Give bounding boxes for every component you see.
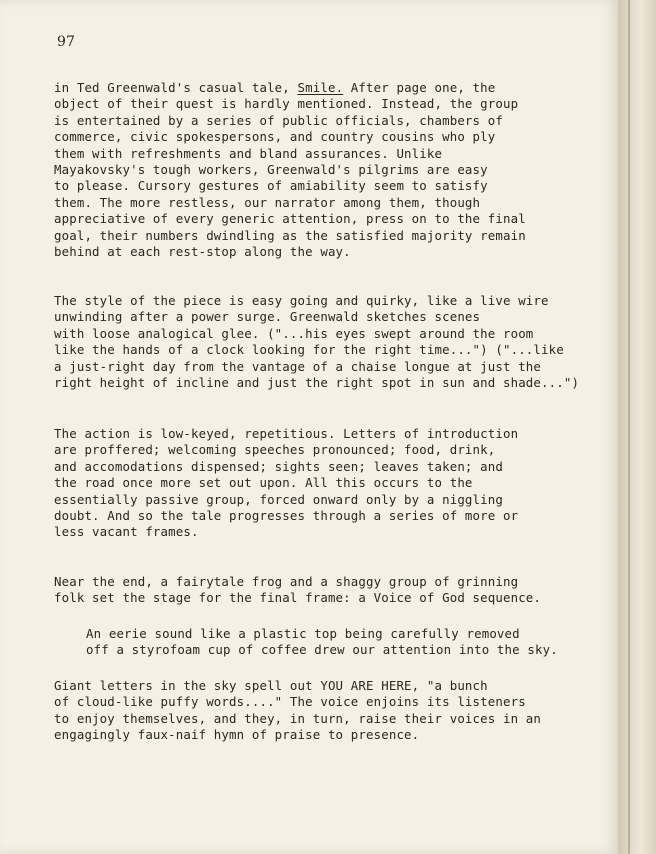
paragraph-3-line-4: the road once more set out upon. All this occurs to the bbox=[54, 475, 473, 491]
paragraph-1-line-11: behind at each rest-stop along the way. bbox=[54, 244, 351, 260]
paragraph-3-line-5: essentially passive group, forced onward only by a niggling bbox=[54, 491, 503, 507]
paragraph-1-line-5: them with refreshments and bland assurances. Unlike bbox=[54, 145, 443, 161]
paragraph-2-line-6: right height of incline and just the right spot in sun and shade...") bbox=[54, 375, 580, 391]
paragraph-1-line-7: to please. Cursory gestures of amiability seem to satisfy bbox=[54, 178, 488, 194]
paragraph-2 bbox=[54, 293, 614, 391]
paragraph-1-line-1: in Ted Greenwald's casual tale, Smile. After page one, the bbox=[54, 80, 496, 95]
paragraph-4 bbox=[54, 574, 614, 607]
page-edge bbox=[628, 0, 630, 854]
paragraph-1-line-6: Mayakovsky's tough workers, Greenwald's pilgrims are easy bbox=[54, 162, 488, 178]
paragraph-5-line-1: Giant letters in the sky spell out YOU ARE HERE, "a bunch bbox=[54, 678, 488, 693]
paragraph-1-line-8: them. The more restless, our narrator among them, though bbox=[54, 194, 481, 210]
paragraph-1 bbox=[54, 80, 614, 260]
paragraph-1-line-9: appreciative of every generic attention, press on to the final bbox=[54, 211, 526, 227]
page-number: 97 bbox=[57, 34, 76, 50]
paragraph-3-line-1: The action is low-keyed, repetitious. Letters of introduction bbox=[54, 426, 519, 441]
paragraph-1-line-10: goal, their numbers dwindling as the satisfied majority remain bbox=[54, 227, 526, 243]
story-title: Smile. bbox=[297, 80, 344, 95]
block-quote-line-2: off a styrofoam cup of coffee drew our attention into the sky. bbox=[86, 642, 558, 658]
paragraph-3-line-2: are proffered; welcoming speeches pronounced; food, drink, bbox=[54, 442, 496, 458]
paragraph-1-line-2: object of their quest is hardly mentioned. Instead, the group bbox=[54, 96, 519, 112]
paragraph-5-line-2: of cloud-like puffy words...." The voice enjoins its listeners bbox=[54, 694, 526, 710]
paragraph-2-line-3: with loose analogical glee. ("...his eyes swept around the room bbox=[54, 325, 534, 341]
paragraph-5 bbox=[54, 678, 614, 744]
paragraph-2-line-4: like the hands of a clock looking for the right time...") ("...like bbox=[54, 342, 564, 358]
paragraph-4-line-1: Near the end, a fairytale frog and a shaggy group of grinning bbox=[54, 574, 519, 589]
paragraph-2-line-2: unwinding after a power surge. Greenwald sketches scenes bbox=[54, 309, 481, 325]
paragraph-2-line-5: a just-right day from the vantage of a chaise longue at just the bbox=[54, 358, 542, 374]
paragraph-4-line-2: folk set the stage for the final frame: a Voice of God sequence. bbox=[54, 590, 542, 606]
paragraph-1-line-4: commerce, civic spokespersons, and country cousins who ply bbox=[54, 129, 496, 145]
paragraph-3-line-7: less vacant frames. bbox=[54, 524, 199, 540]
block-quote-line-1: An eerie sound like a plastic top being carefully removed bbox=[86, 626, 520, 641]
paragraph-3-line-3: and accomodations dispensed; sights seen; leaves taken; and bbox=[54, 458, 503, 474]
block-quote bbox=[86, 626, 616, 659]
paragraph-5-line-3: to enjoy themselves, and they, in turn, raise their voices in an bbox=[54, 710, 542, 726]
paragraph-2-line-1: The style of the piece is easy going and quirky, like a live wire bbox=[54, 293, 549, 308]
paragraph-1-line-3: is entertained by a series of public officials, chambers of bbox=[54, 112, 503, 128]
paragraph-3 bbox=[54, 426, 614, 541]
paragraph-3-line-6: doubt. And so the tale progresses through a series of more or bbox=[54, 508, 519, 524]
book-spine bbox=[618, 0, 656, 854]
paragraph-5-line-4: engagingly faux-naif hymn of praise to presence. bbox=[54, 727, 420, 743]
